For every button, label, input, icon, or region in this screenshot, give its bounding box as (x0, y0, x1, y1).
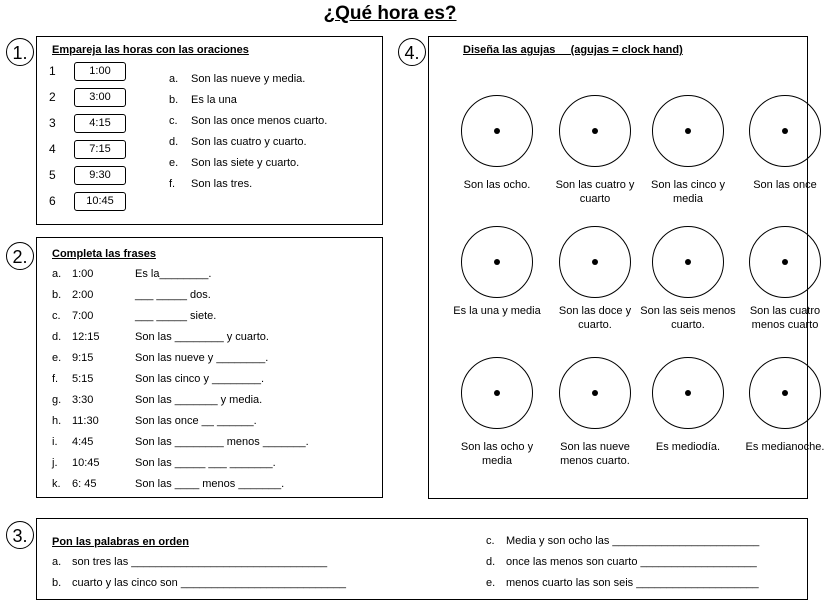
clock-center-dot (685, 128, 691, 134)
order-text: once las menos son cuarto ___________________ (506, 556, 757, 568)
item-sentence: Son las ________ y cuarto. (135, 331, 269, 343)
item-letter: c. (52, 310, 61, 322)
clock-face (461, 95, 533, 167)
match-number: 6 (49, 194, 56, 208)
time-box: 9:30 (74, 166, 126, 185)
clock-face (559, 95, 631, 167)
order-text: cuarto y las cinco son ___________________________ (72, 577, 347, 589)
clock-center-dot (592, 390, 598, 396)
sentence-text: Son las nueve y media. (191, 73, 306, 85)
match-number: 4 (49, 142, 56, 156)
sentence-letter: d. (169, 136, 179, 148)
clock-center-dot (592, 259, 598, 265)
clock-face (461, 357, 533, 429)
clock-face (749, 226, 821, 298)
item-sentence: Son las ____ menos _______. (135, 478, 285, 490)
item-sentence: Son las _____ ___ _______. (135, 457, 276, 469)
clock-caption: Son las ocho y media (460, 441, 534, 467)
item-letter: b. (52, 289, 62, 301)
item-sentence: ___ _____ dos. (135, 289, 211, 301)
section-4-number: 4. (398, 38, 426, 66)
sentence-text: Son las once menos cuarto. (191, 115, 328, 127)
clock-center-dot (592, 128, 598, 134)
item-time: 10:45 (72, 457, 100, 469)
item-time: 2:00 (72, 289, 94, 301)
clock-caption: Son las nueve menos cuarto. (560, 441, 630, 467)
clock-caption: Es mediodía. (655, 441, 721, 453)
item-letter: i. (52, 436, 58, 448)
clock-caption: Son las ocho. (463, 179, 531, 191)
order-letter: b. (52, 577, 62, 589)
section-1-heading: Empareja las horas con las oraciones (52, 44, 249, 56)
clock-caption: Son las cuatro menos cuarto (749, 305, 821, 331)
item-sentence: Son las nueve y ________. (135, 352, 269, 364)
clock-center-dot (685, 259, 691, 265)
section-2-number: 2. (6, 242, 34, 270)
clock-face (652, 226, 724, 298)
item-time: 12:15 (72, 331, 100, 343)
item-sentence: Son las ________ menos _______. (135, 436, 309, 448)
item-letter: k. (52, 478, 61, 490)
clock-center-dot (782, 259, 788, 265)
item-time: 6: 45 (72, 478, 97, 490)
sentence-text: Es la una (191, 94, 237, 106)
item-time: 1:00 (72, 268, 94, 280)
clock-face (749, 95, 821, 167)
sentence-letter: a. (169, 73, 179, 85)
clock-face (461, 226, 533, 298)
match-number: 5 (49, 168, 56, 182)
page-title: ¿Qué hora es? (323, 3, 457, 24)
section-4-heading: Diseña las agujas (agujas = clock hand) (463, 44, 683, 56)
clock-center-dot (782, 128, 788, 134)
item-time: 3:30 (72, 394, 94, 406)
item-time: 11:30 (72, 415, 99, 427)
time-box: 4:15 (74, 114, 126, 133)
section-3-heading: Pon las palabras en orden (52, 536, 189, 548)
clock-center-dot (494, 128, 500, 134)
sentence-text: Son las cuatro y cuarto. (191, 136, 307, 148)
match-number: 2 (49, 90, 56, 104)
clock-caption: Es medianoche. (745, 441, 825, 453)
match-number: 3 (49, 116, 56, 130)
sentence-letter: b. (169, 94, 179, 106)
item-time: 4:45 (72, 436, 94, 448)
item-sentence: Es la________. (135, 268, 212, 280)
item-letter: f. (52, 373, 59, 385)
section-2-heading: Completa las frases (52, 248, 156, 260)
sentence-letter: f. (169, 178, 176, 190)
clock-caption: Son las once (753, 179, 817, 191)
item-letter: g. (52, 394, 62, 406)
sentence-text: Son las siete y cuarto. (191, 157, 300, 169)
item-sentence: ___ _____ siete. (135, 310, 217, 322)
order-letter: c. (486, 535, 495, 547)
item-letter: j. (52, 457, 58, 469)
clock-face (652, 357, 724, 429)
order-letter: d. (486, 556, 496, 568)
order-letter: e. (486, 577, 496, 589)
clock-face (559, 226, 631, 298)
order-text: menos cuarto las son seis ____________________ (506, 577, 759, 589)
item-time: 7:00 (72, 310, 94, 322)
order-letter: a. (52, 556, 62, 568)
time-box: 3:00 (74, 88, 126, 107)
item-sentence: Son las _______ y media. (135, 394, 263, 406)
clock-face (749, 357, 821, 429)
order-text: son tres las ________________________________ (72, 556, 328, 568)
item-letter: d. (52, 331, 62, 343)
sentence-letter: c. (169, 115, 178, 127)
clock-center-dot (685, 390, 691, 396)
clock-face (559, 357, 631, 429)
clock-center-dot (782, 390, 788, 396)
item-letter: a. (52, 268, 62, 280)
item-letter: e. (52, 352, 62, 364)
time-box: 1:00 (74, 62, 126, 81)
match-number: 1 (49, 64, 56, 78)
clock-face (652, 95, 724, 167)
clock-center-dot (494, 259, 500, 265)
sentence-text: Son las tres. (191, 178, 253, 190)
clock-caption: Son las seis menos cuarto. (640, 305, 736, 331)
clock-center-dot (494, 390, 500, 396)
item-letter: h. (52, 415, 62, 427)
time-box: 10:45 (74, 192, 126, 211)
item-sentence: Son las once __ ______. (135, 415, 257, 427)
clock-caption: Son las doce y cuarto. (558, 305, 632, 331)
section-3-number: 3. (6, 521, 34, 549)
clock-caption: Son las cuatro y cuarto (555, 179, 635, 205)
order-text: Media y son ocho las ________________________ (506, 535, 760, 547)
item-time: 5:15 (72, 373, 94, 385)
clock-caption: Es la una y media (453, 305, 541, 317)
sentence-letter: e. (169, 157, 179, 169)
time-box: 7:15 (74, 140, 126, 159)
clock-caption: Son las cinco y media (651, 179, 725, 205)
item-time: 9:15 (72, 352, 94, 364)
section-1-number: 1. (6, 38, 34, 66)
item-sentence: Son las cinco y ________. (135, 373, 265, 385)
